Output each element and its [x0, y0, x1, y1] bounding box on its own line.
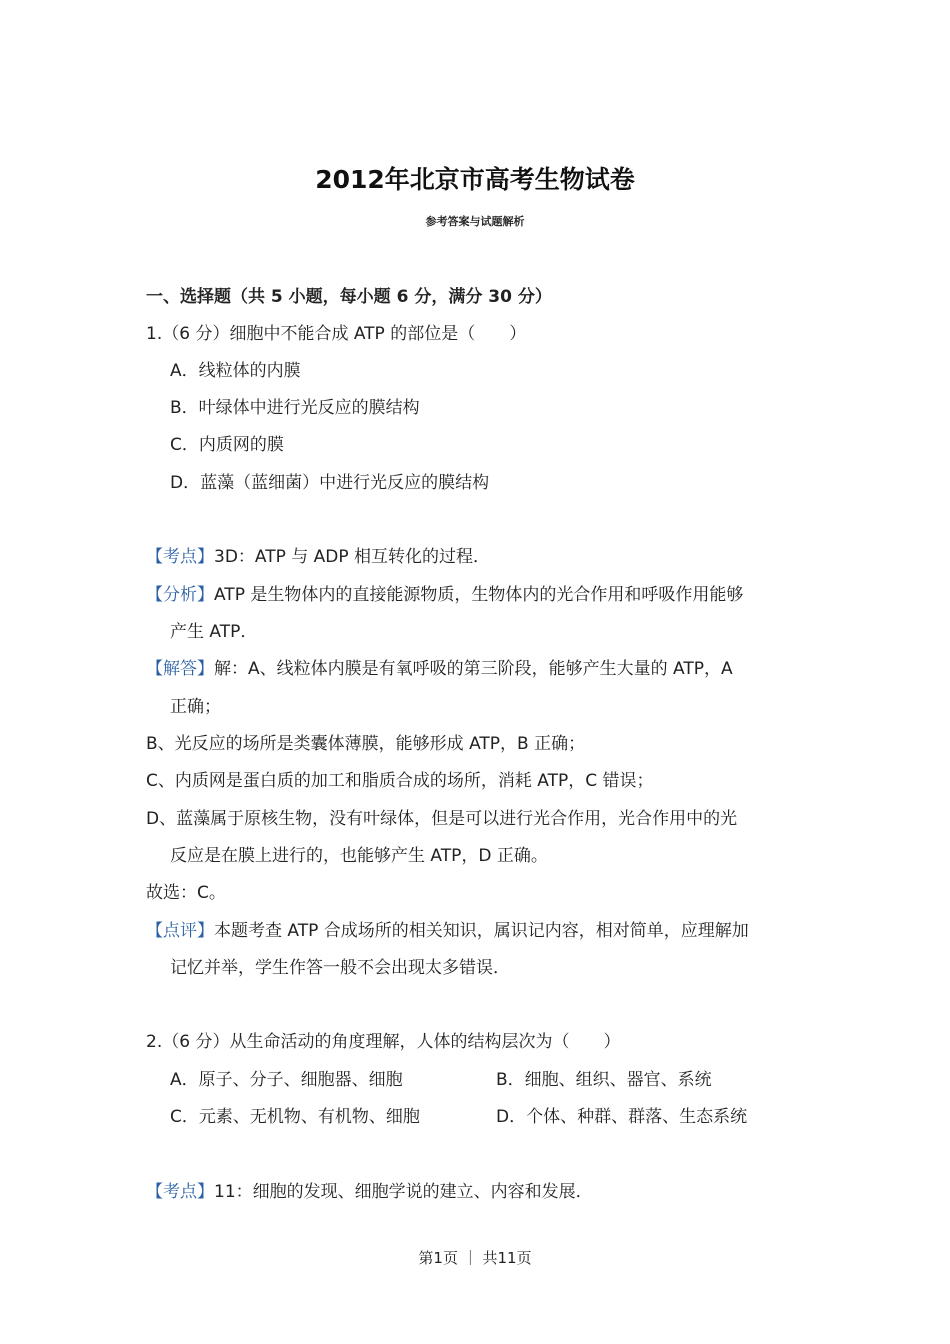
question-1-option-c: C．内质网的膜 [170, 435, 284, 455]
q1-dianping [146, 921, 749, 941]
q2-kaodian [146, 1182, 593, 1202]
q1-fenxi [146, 585, 743, 605]
fenxi-text: ATP 是生物体内的直接能源物质，生物体内的光合作用和呼吸作用能够 [214, 585, 744, 605]
dianping-tag: 【点评】 [146, 921, 214, 941]
question-2-option-a: A．原子、分子、细胞器、细胞 [170, 1070, 403, 1090]
dianping-text: 本题考查 ATP 合成场所的相关知识，属识记内容，相对简单，应理解加 [214, 921, 749, 941]
question-2-stem: 2.（6 分）从生命活动的角度理解，人体的结构层次为（ ） [146, 1032, 621, 1052]
jieda-text-6: 反应是在膜上进行的，也能够产生 ATP，D 正确。 [170, 846, 548, 866]
answer-line: 故选：C。 [146, 883, 226, 903]
jieda-text-4: C、内质网是蛋白质的加工和脂质合成的场所，消耗 ATP，C 错误； [146, 771, 654, 791]
jieda-tag: 【解答】 [146, 659, 214, 679]
q1-jieda [146, 659, 733, 679]
question-1-stem: 1.（6 分）细胞中不能合成 ATP 的部位是（ ） [146, 324, 527, 344]
document-title: 2012年北京市高考生物试卷 [315, 165, 635, 194]
q1-kaodian [146, 547, 490, 567]
dianping-text-2: 记忆并举，学生作答一般不会出现太多错误． [170, 958, 510, 978]
jieda-text-3: B、光反应的场所是类囊体薄膜，能够形成 ATP，B 正确； [146, 734, 586, 754]
question-1-option-d: D．蓝藻（蓝细菌）中进行光反应的膜结构 [170, 473, 490, 493]
kaodian-tag: 【考点】 [146, 547, 214, 567]
jieda-text-2: 正确； [170, 697, 221, 717]
jieda-text: 解：A、线粒体内膜是有氧呼吸的第三阶段，能够产生大量的 ATP，A [214, 659, 733, 679]
kaodian-text: 3D：ATP 与 ADP 相互转化的过程． [214, 547, 491, 567]
question-2-option-b: B．细胞、组织、器官、系统 [496, 1070, 712, 1090]
question-2-option-d: D．个体、种群、群落、生态系统 [496, 1107, 748, 1127]
jieda-text-5: D、蓝藻属于原核生物，没有叶绿体，但是可以进行光合作用，光合作用中的光 [146, 809, 738, 829]
fenxi-text-cont: 产生 ATP． [170, 622, 258, 642]
document-subtitle: 参考答案与试题解析 [425, 215, 525, 228]
page-footer: 第1页 ｜ 共11页 [418, 1249, 532, 1267]
question-1-option-a: A．线粒体的内膜 [170, 361, 301, 381]
section-heading: 一、选择题（共 5 小题，每小题 6 分，满分 30 分） [146, 287, 552, 307]
fenxi-tag: 【分析】 [146, 585, 214, 605]
question-1-option-b: B．叶绿体中进行光反应的膜结构 [170, 398, 420, 418]
kaodian-tag: 【考点】 [146, 1182, 214, 1202]
kaodian-text: 11：细胞的发现、细胞学说的建立、内容和发展． [214, 1182, 593, 1202]
question-2-option-c: C．元素、无机物、有机物、细胞 [170, 1107, 420, 1127]
